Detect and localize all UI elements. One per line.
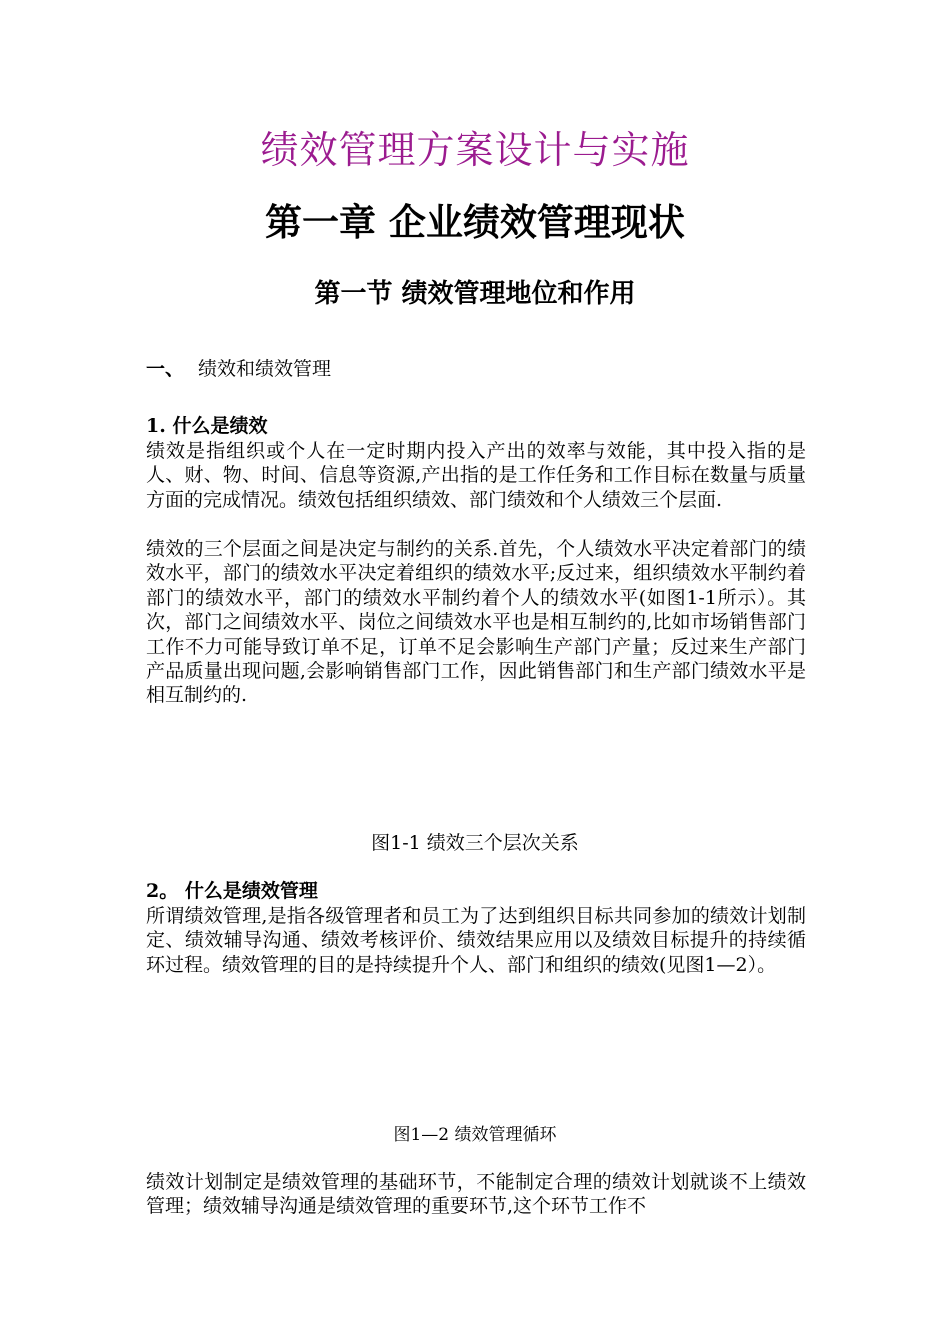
item2-heading: 2。 什么是绩效管理 (146, 880, 318, 902)
document-title: 绩效管理方案设计与实施 (260, 128, 690, 172)
chapter-title: 第一章 企业绩效管理现状 (265, 200, 685, 244)
subsection-number: 一、 (146, 358, 185, 380)
item2-paragraph-1: 所谓绩效管理,是指各级管理者和员工为了达到组织目标共同参加的绩效计划制定、绩效辅导沟通、绩效考核评价、绩效结果应用以及绩效目标提升的持续循环过程。绩效管理的目的是持续提升个人、部门和组织的绩效(见图1—2）。 (146, 905, 806, 976)
section-title: 第一节 绩效管理地位和作用 (314, 279, 636, 309)
item1-heading: 1. 什么是绩效 (146, 415, 268, 437)
item1-paragraph-2: 绩效的三个层面之间是决定与制约的关系.首先，个人绩效水平决定着部门的绩效水平，部门的绩效水平决定着组织的绩效水平;反过来，组织绩效水平制约着部门的绩效水平，部门的绩效水平制约着个人的绩效水平(如图1-1所示）。其次，部门之间绩效水平、岗位之间绩效水平也是相互制约的,比如市场销售部门工作不力可能导致订单不足，订单不足会影响生产部门产量；反过来生产部门产品质量出现问题,会影响销售部门工作，因此销售部门和生产部门绩效水平是相互制约的. (146, 538, 806, 707)
figure-1-1-caption: 图1-1 绩效三个层次关系 (371, 832, 579, 854)
subsection-heading (146, 355, 331, 383)
item1-paragraph-1: 绩效是指组织或个人在一定时期内投入产出的效率与效能，其中投入指的是人、财、物、时间、信息等资源,产出指的是工作任务和工作目标在数量与质量方面的完成情况。绩效包括组织绩效、部门绩效和个人绩效三个层面. (146, 440, 806, 511)
figure-1-2-caption: 图1—2 绩效管理循环 (393, 1125, 557, 1145)
subsection-label: 绩效和绩效管理 (198, 358, 332, 380)
item2-paragraph-2: 绩效计划制定是绩效管理的基础环节，不能制定合理的绩效计划就谈不上绩效管理；绩效辅导沟通是绩效管理的重要环节,这个环节工作不 (146, 1171, 806, 1218)
